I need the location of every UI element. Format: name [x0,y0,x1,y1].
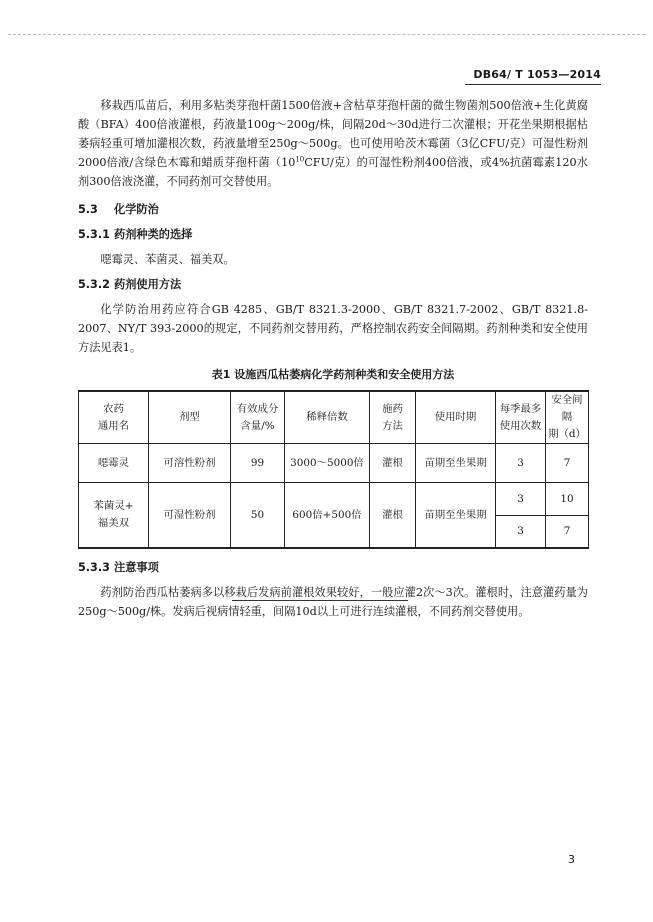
section-5-3-heading [78,200,588,219]
top-dashed-rule [8,34,645,35]
section-number: 5.3.1 [78,228,110,241]
cell-times: 3 [496,516,546,549]
cell-name: 苯菌灵+ 福美双 [79,483,149,549]
section-title: 化学防治 [114,203,159,216]
table-row [79,483,589,516]
page-content [78,96,588,621]
table-header-row [79,391,589,444]
cell-dilution: 3000～5000倍 [285,444,370,483]
header-method: 施药 方法 [370,391,416,444]
document-code: DB64/ T 1053—2014 [473,68,601,81]
header-period: 使用时期 [416,391,496,444]
cell-method: 灌根 [370,483,416,549]
section-title: 药剂使用方法 [114,278,182,291]
header-times: 每季最多 使用次数 [496,391,546,444]
section-number: 5.3 [78,203,98,216]
cell-content: 99 [231,444,285,483]
section-number: 5.3.3 [78,561,110,574]
cell-name: 噁霉灵 [79,444,149,483]
header-name: 农药 通用名 [79,391,149,444]
cell-form: 可溶性粉剂 [149,444,231,483]
pesticide-table [78,390,589,549]
section-5-3-3-heading [78,558,588,577]
section-title: 药剂种类的选择 [114,228,193,241]
header-dilution: 稀释倍数 [285,391,370,444]
exponent: 10 [295,155,305,164]
header-form: 剂型 [149,391,231,444]
end-rule [232,600,408,601]
section-5-3-1-heading [78,225,588,244]
table-row [79,444,589,483]
section-5-3-2-text: 化学防治用药应符合GB 4285、GB/T 8321.3-2000、GB/T 8321.7-2002、GB/T 8321.8-2007、NY/T 393-2000的规定，不同药剂交替用药，严格控制农药安全间隔期。药剂种类和安全使用方法见表1。 [78,303,588,354]
table-caption: 表1 设施西瓜枯萎病化学药剂种类和安全使用方法 [211,368,455,381]
section-5-3-2-heading [78,275,588,294]
cell-interval: 7 [546,444,589,483]
section-title: 注意事项 [114,561,159,574]
header-interval: 安全间隔 期（d） [546,391,589,444]
cell-period: 苗期至坐果期 [416,483,496,549]
intro-text: 移栽西瓜苗后，利用多粘类芽孢杆菌1500倍液+含枯草芽孢杆菌的微生物菌剂500倍液+生化黄腐酸（BFA）400倍液灌根，药液量100g～200g/株，间隔20d～30d进行二次灌根；开花坐果期根据枯萎病轻重可增加灌根次数，药液量增至250g～500g。也可使用哈茨木霉菌（3亿CFU/克）可湿性粉剂2000倍液/含绿色木霉和蜡质芽孢杆菌（10 [78,99,588,169]
page-number: 3 [568,853,575,866]
cell-form: 可湿性粉剂 [149,483,231,549]
intro-paragraph [78,96,588,191]
cell-period: 苗期至坐果期 [416,444,496,483]
cell-times: 3 [496,444,546,483]
cell-method: 灌根 [370,444,416,483]
section-5-3-3-text: 药剂防治西瓜枯萎病多以移栽后发病前灌根效果较好，一般应灌2次～3次。灌根时，注意灌药量为250g～500g/株。发病后视病情轻重，间隔10d以上可进行连续灌根，不同药剂交替使用。 [78,586,588,618]
cell-times: 3 [496,483,546,516]
header-content: 有效成分 含量/% [231,391,285,444]
cell-dilution: 600倍+500倍 [285,483,370,549]
section-5-3-1-text: 噁霉灵、苯菌灵、福美双。 [100,253,235,266]
cell-interval: 10 [546,483,589,516]
intro-text-cont: CFU/克）的可湿性粉剂400倍液，或4%抗菌霉素120水剂300倍液浇灌，不同药剂可交替使用。 [78,156,588,188]
cell-content: 50 [231,483,285,549]
cell-interval: 7 [546,516,589,549]
section-number: 5.3.2 [78,278,110,291]
